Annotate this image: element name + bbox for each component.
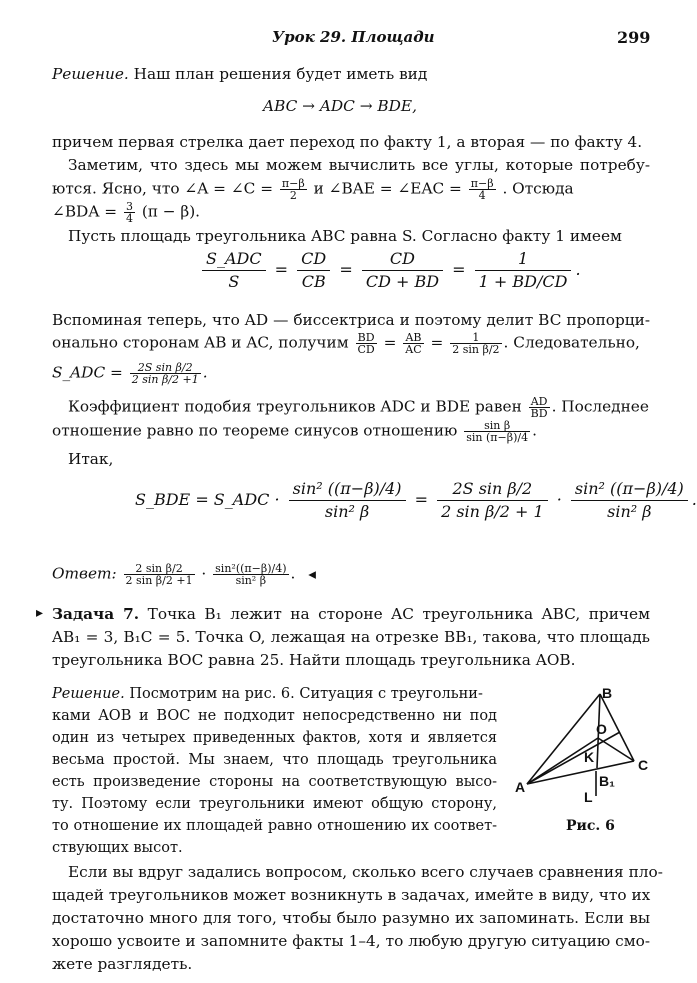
numerator: sin² ((π−β)/4) xyxy=(289,478,406,501)
numerator: sin²((π−β)/4) xyxy=(215,562,287,575)
denominator: 2 sin β/2 +1 xyxy=(125,574,193,587)
label-l: L xyxy=(584,789,593,805)
denominator: 2 sin β/2 + 1 xyxy=(441,502,544,521)
fraction xyxy=(362,248,443,293)
page-number: 299 xyxy=(617,28,651,47)
fraction xyxy=(130,362,201,385)
solution2-line: ту. Поэтому если треугольники имеют общую сторону, xyxy=(52,796,497,812)
text-fragment: и ∠BAE = ∠EAC = xyxy=(313,179,462,198)
fraction xyxy=(450,332,501,355)
fraction xyxy=(202,248,266,293)
solution2-line: то отношение их площадей равно отношению их соответ- xyxy=(52,818,497,834)
text-line: Заметим, что здесь мы можем вычислить все углы, которые потребу- xyxy=(68,156,650,174)
fraction xyxy=(571,478,688,523)
solution2-line: есть произведение стороны на соответствующую высо- xyxy=(52,774,497,790)
text-line: причем первая стрелка дает переход по факту 1, а вторая — по факту 4. xyxy=(52,133,643,151)
fraction xyxy=(529,396,550,419)
figure-caption: Рис. 6 xyxy=(566,818,615,834)
text-line: хорошо усвоите и запомните факты 1–4, то любую другую ситуацию смо- xyxy=(52,932,650,950)
task-line xyxy=(52,604,650,624)
fraction xyxy=(297,248,330,293)
text-fragment: Коэффициент подобия треугольников ADC и BDE равен xyxy=(68,397,522,416)
task-label: Задача 7. xyxy=(52,605,140,623)
text-line: Пусть площадь треугольника ABC равна S. Согласно факту 1 имеем xyxy=(68,227,622,245)
text-line: Вспоминая теперь, что AD — биссектриса и поэтому делит BC пропорци- xyxy=(52,311,650,329)
angle-line xyxy=(52,178,650,201)
denominator: 2 sin β/2 xyxy=(452,343,500,356)
numerator: π−β xyxy=(470,177,494,190)
denominator: sin² β xyxy=(235,574,267,587)
fraction xyxy=(469,178,496,201)
answer-line: Ответ: $\frac{\text{2 sin β/2}}{\text{2 sin β/2 +1}}$ · $\frac{\text{sin²((π−β)/4)}}{\text{sin² β}}$ . ◂ xyxy=(52,562,316,587)
task-line: AB₁ = 3, B₁C = 5. Точка O, лежащая на отрезке BB₁, такова, что площадь xyxy=(52,628,650,646)
solution-intro-line xyxy=(52,64,650,84)
angle-bda-line xyxy=(52,201,650,224)
task-text: Точка B₁ лежит на стороне AC треугольника ABC, причем xyxy=(147,605,650,623)
label-k: K xyxy=(584,749,595,765)
numerator: 2S sin β/2 xyxy=(130,362,201,374)
figure-6-diagram xyxy=(510,684,660,804)
numerator: 3 xyxy=(125,200,133,213)
numerator: CD xyxy=(362,248,443,271)
text-fragment: ∠BDA = xyxy=(52,202,118,221)
numerator: sin² ((π−β)/4) xyxy=(571,478,688,501)
text-line: щадей треугольников может возникнуть в задачах, имейте в виду, что их xyxy=(52,886,651,904)
solution2-line: весьма простой. Мы знаем, что площадь треугольника xyxy=(52,752,497,768)
denominator: AC xyxy=(405,343,422,356)
proportion-line: онально сторонам AB и AC, получим $\frac{BD}{CD}$ = $\frac{AB}{AC}$ = $\frac{1}{\text{2 sin β/2}}$ . Следовательно, xyxy=(52,331,640,356)
s-adc-line: S_ADC = $\frac{\text{2S sin β/2}}{\text{2 sin β/2 +1}}$ . xyxy=(52,361,208,386)
text-line: Если вы вдруг задались вопросом, сколько всего случаев сравнения пло- xyxy=(68,863,663,881)
similarity-line xyxy=(68,396,650,419)
denominator: 2 sin β/2 +1 xyxy=(131,373,199,386)
running-header: Урок 29. Площади xyxy=(272,28,435,46)
text-fragment: отношение равно по теореме синусов отношению xyxy=(52,421,458,440)
label-a: A xyxy=(515,779,526,795)
denominator: BD xyxy=(530,407,548,420)
fraction xyxy=(356,332,377,355)
fraction xyxy=(289,478,406,523)
fraction xyxy=(213,563,288,586)
label-b: B xyxy=(602,685,613,701)
fraction xyxy=(403,332,423,355)
denominator: sin² β xyxy=(607,502,652,521)
plan-formula: ABC → ADC → BDE, xyxy=(263,97,417,115)
denominator: CB xyxy=(301,272,326,291)
solution2-line xyxy=(52,684,497,704)
fraction xyxy=(464,420,530,443)
text-line: достаточно много для того, чтобы было разумно их запоминать. Если вы xyxy=(52,909,650,927)
numerator: sin β xyxy=(464,420,530,432)
label-c: C xyxy=(638,757,649,773)
text-fragment: Посмотрим на рис. 6. Ситуация с треугольни- xyxy=(129,686,483,702)
numerator: CD xyxy=(297,248,330,271)
denominator: 4 xyxy=(125,212,133,225)
text-fragment: (π − β). xyxy=(141,202,201,221)
denominator: CD xyxy=(357,343,375,356)
answer-label: Ответ: xyxy=(52,564,117,583)
solution-label: Решение. xyxy=(52,65,129,83)
solution-label: Решение. xyxy=(52,686,125,702)
numerator: 2S sin β/2 xyxy=(437,478,548,501)
equation-area-ratio: S_ADC S = $\frac{CD}{CB}$ = $\frac{CD}{CD + BD}$ = $\frac{1}{1 + BD/CD}$ . xyxy=(198,248,581,293)
sine-theorem-line: отношение равно по теореме синусов отношению $\frac{\text{sin β}}{\sin (\pi-\beta)/4}$ . xyxy=(52,419,537,444)
text-line: жете разглядеть. xyxy=(52,955,193,973)
label-o: O xyxy=(596,721,607,737)
label-b1: B₁ xyxy=(599,773,615,789)
text-fragment: онально сторонам AB и AC, получим xyxy=(52,333,349,352)
numerator: BD xyxy=(356,332,377,344)
numerator: 1 xyxy=(475,248,572,271)
equation-s-bde: S_BDE = S_ADC · $\frac{\text{sin² ((π−β)/4)}}{\text{sin² β}}$ = $\frac{\text{2S sin β/2}}{\text{2 sin β/2 + 1}}$ · $\frac{\text{sin² ((π−β)/4)}}{\text{sin² β}}$ . xyxy=(135,479,697,521)
numerator: π−β xyxy=(281,177,305,190)
fraction xyxy=(124,201,135,224)
denominator: sin² β xyxy=(324,502,370,521)
solution2-line: один из четырех приведенных фактов, хотя и является xyxy=(52,730,497,746)
fraction xyxy=(437,478,548,523)
solution-intro: Наш план решения будет иметь вид xyxy=(133,65,428,83)
task-line: треугольника BOC равна 25. Найти площадь треугольника AOB. xyxy=(52,651,576,669)
numerator: AD xyxy=(529,396,550,408)
fraction xyxy=(124,563,195,586)
numerator: AB xyxy=(403,332,423,344)
denominator: CD + BD xyxy=(365,272,440,291)
text-fragment: . Отсюда xyxy=(502,179,574,198)
denominator: 4 xyxy=(478,189,486,202)
numerator: 1 xyxy=(450,332,501,344)
text-fragment: . Следовательно, xyxy=(503,333,640,352)
text-fragment: ются. Ясно, что ∠A = ∠C = xyxy=(52,179,274,198)
text-fragment: . Последнее xyxy=(551,397,649,416)
solution2-line: ками AOB и BOC не подходит непосредственно ни под xyxy=(52,708,497,724)
task-marker: ▸ xyxy=(36,605,44,621)
end-of-solution-mark: ◂ xyxy=(308,564,316,583)
fraction xyxy=(475,248,572,293)
denominator: 1 + BD/CD xyxy=(478,272,568,291)
text-fragment: S_ADC = xyxy=(52,363,123,382)
denominator: sin (π−β)/4 xyxy=(466,431,529,444)
text-line: Итак, xyxy=(68,450,114,468)
text-fragment: S_BDE = S_ADC · xyxy=(135,490,280,509)
numerator: 2 sin β/2 xyxy=(124,563,195,575)
fraction xyxy=(280,178,307,201)
solution2-line: ствующих высот. xyxy=(52,840,183,856)
denominator: S xyxy=(228,272,240,291)
numerator: S_ADC xyxy=(202,248,266,271)
denominator: 2 xyxy=(289,189,297,202)
